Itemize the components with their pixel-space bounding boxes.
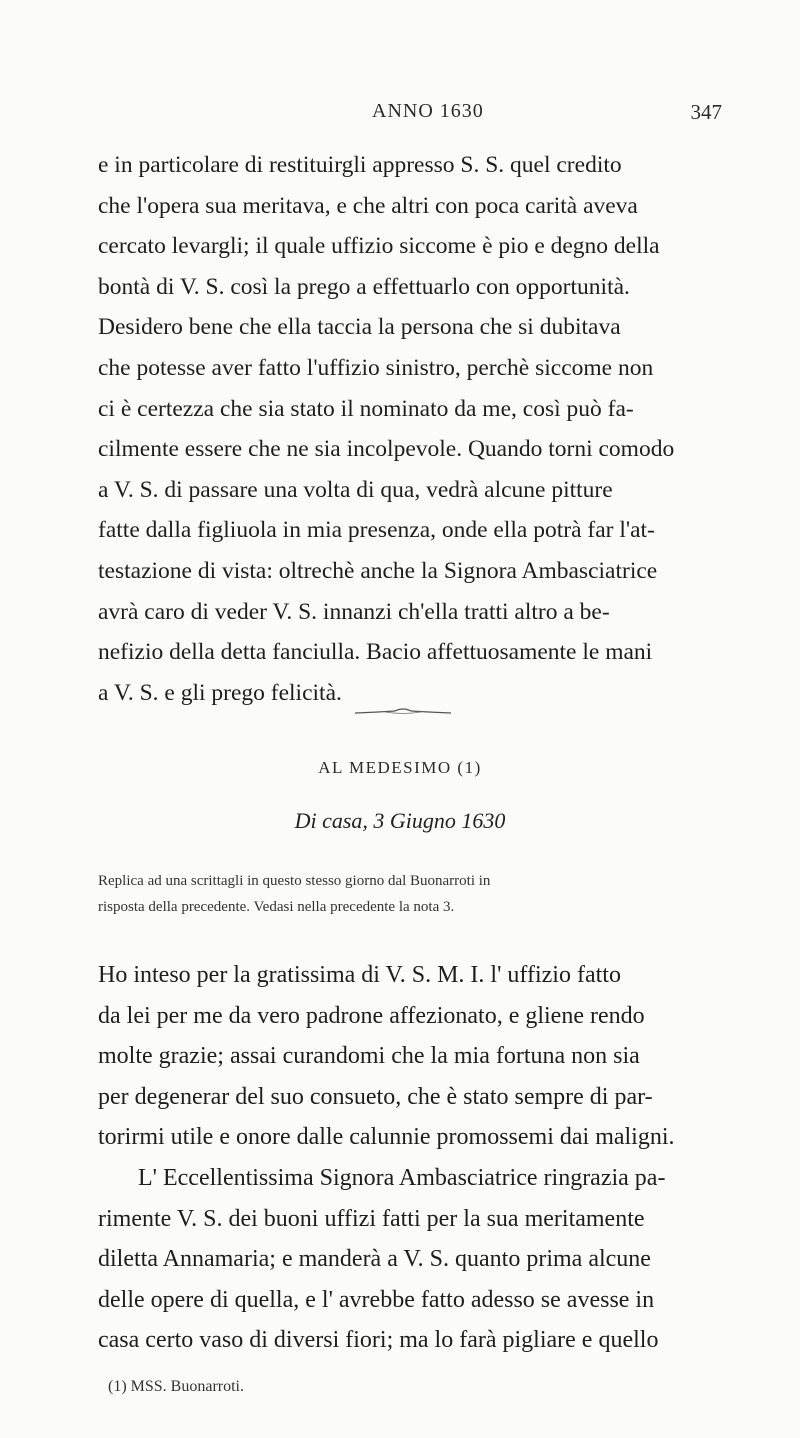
letter-body	[98, 955, 722, 1361]
note-line: risposta della precedente. Vedasi nella precedente la nota 3.	[98, 899, 455, 915]
text-line: per degenerar del suo consueto, che è stato sempre di par-	[98, 1083, 653, 1110]
text-line: ci è certezza che sia stato il nominato da me, così può fa-	[98, 395, 634, 422]
text-line: che potesse aver fatto l'uffizio sinistro, perchè siccome non	[98, 354, 654, 381]
letter-place-date: Di casa, 3 Giugno 1630	[294, 808, 506, 833]
text-line: da lei per me da vero padrone affezionato, e gliene rendo	[98, 1002, 645, 1029]
text-line: avrà caro di veder V. S. innanzi ch'ella tratti altro a be-	[98, 598, 610, 625]
text-line: Desidero bene che ella taccia la persona che si dubitava	[98, 314, 621, 341]
text-line: testazione di vista: oltrechè anche la Signora Ambasciatrice	[98, 557, 658, 584]
text-line: a V. S. e gli prego felicità.	[98, 679, 342, 706]
previous-letter-text	[98, 145, 722, 713]
text-line: L' Eccellentissima Signora Ambasciatrice ringrazia pa-	[138, 1164, 666, 1191]
text-line: nefizio della detta fanciulla. Bacio affettuosamente le mani	[98, 639, 653, 666]
text-line: e in particolare di restituirgli appresso S. S. quel credito	[98, 152, 622, 178]
text-line: molte grazie; assai curandomi che la mia fortuna non sia	[98, 1043, 640, 1070]
text-line: fatte dalla figliuola in mia presenza, onde ella potrà far l'at-	[98, 517, 655, 544]
letter-heading: AL MEDESIMO (1)	[318, 758, 482, 777]
editorial-note	[98, 868, 722, 920]
text-line: rimente V. S. dei buoni uffizi fatti per la sua meritamente	[98, 1205, 645, 1232]
text-line: bontà di V. S. così la prego a effettuarlo con opportunità.	[98, 273, 630, 300]
text-line: cilmente essere che ne sia incolpevole. Quando torni comodo	[98, 436, 675, 463]
text-line: cercato levargli; il quale uffizio siccome è pio e degno della	[98, 233, 660, 260]
running-head-title: ANNO 1630	[372, 100, 484, 122]
text-line: casa certo vaso di diversi fiori; ma lo farà pigliare e quello	[98, 1327, 659, 1354]
text-line: diletta Annamaria; e manderà a V. S. quanto prima alcune	[98, 1246, 651, 1273]
text-line: che l'opera sua meritava, e che altri con poca carità aveva	[98, 192, 638, 219]
section-divider-ornament	[355, 707, 451, 717]
text-line: delle opere di quella, e l' avrebbe fatto adesso se avesse in	[98, 1286, 655, 1313]
text-line: Ho inteso per la gratissima di V. S. M. I. l' uffizio fatto	[98, 962, 621, 988]
page-number: 347	[690, 100, 722, 124]
running-head	[0, 100, 800, 130]
footnote: (1) MSS. Buonarroti.	[108, 1378, 244, 1395]
text-line: torirmi utile e onore dalle calunnie promossemi dai maligni.	[98, 1124, 675, 1151]
note-line: Replica ad una scrittagli in questo stesso giorno dal Buonarroti in	[98, 873, 491, 889]
text-line: a V. S. di passare una volta di qua, vedrà alcune pitture	[98, 476, 613, 503]
